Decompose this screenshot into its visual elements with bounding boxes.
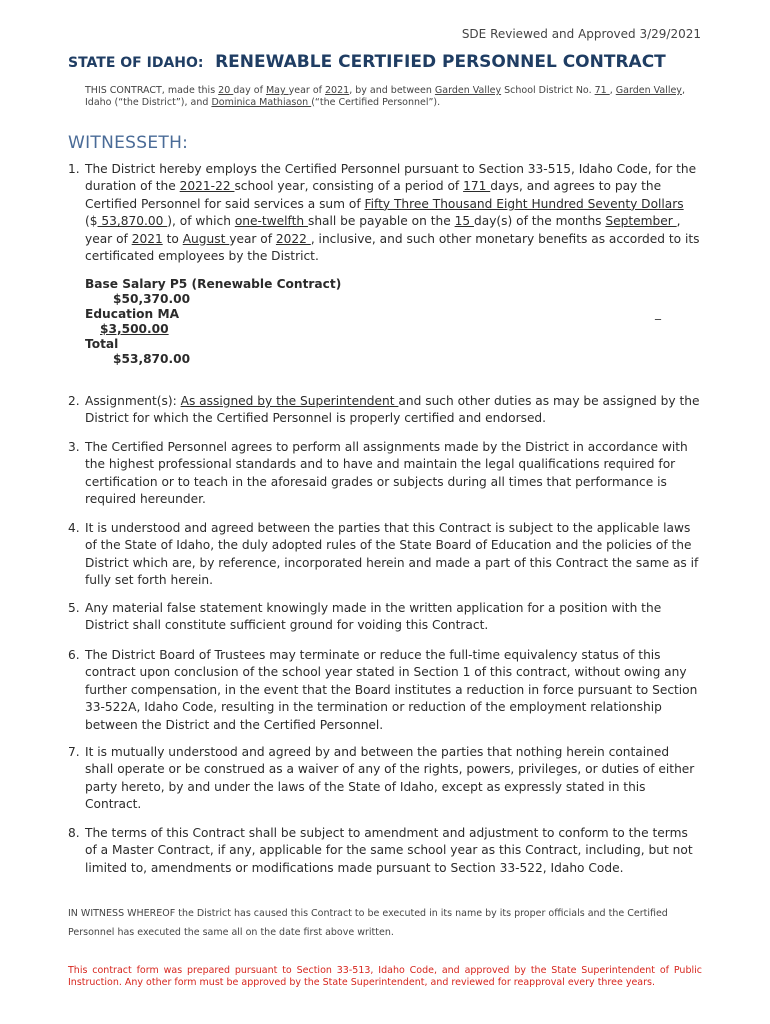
section-7 <box>68 744 700 814</box>
footer-notice: This contract form was prepared pursuant to Section 33-513, Idaho Code, and approved by the State Superintendent of Public Instruction. Any other form must be approved by the State Superintendent, and reviewed for reapproval every three years. <box>68 965 702 988</box>
section-2: 2. Assignment(s): As assigned by the Superintendent and such other duties as may be assigned by the District for which the Certified Personnel is properly certified and endorsed. <box>68 394 700 426</box>
section-text: It is mutually understood and agreed by and between the parties that nothing herein contained shall operate or be construed as a waiver of any of the rights, powers, privileges, or duties of either party hereto, by and under the laws of the State of Idaho, except as expressly stated in this Contract. <box>85 745 695 812</box>
section-text: It is understood and agreed between the parties that this Contract is subject to the applicable laws of the State of Idaho, the duly adopted rules of the State Board of Education and the policies of the District which are, by reference, incorporated herein and made a part of this Contract the same as if fully set forth herein. <box>85 521 699 588</box>
section-number: 1. <box>68 162 80 176</box>
section-number: 7. <box>68 745 80 759</box>
section-number: 5. <box>68 601 80 615</box>
intro-day-field: 20 <box>218 85 234 96</box>
state-label: STATE OF IDAHO: <box>68 55 204 71</box>
intro-person-field: Dominica Mathiason <box>211 97 312 108</box>
section-text: The Certified Personnel agrees to perform all assignments made by the District in accordance with the highest professional standards and to have and maintain the legal qualifications required for certification or to teach in the aforesaid grades or subjects during all times that performance is required hereunder. <box>85 440 688 507</box>
education-label: Education MA <box>85 307 180 321</box>
end-month-field: August <box>182 231 230 246</box>
payment-fraction-field: one-twelfth <box>234 214 308 229</box>
section-text: The District Board of Trustees may terminate or reduce the full-time equivalency status of this contract upon conclusion of the school year stated in Section 1 of this contract, without owing any further compensation, in the event that the Board institutes a reduction in force pursuant to Section 33-522A, Idaho Code, resulting in the termination or reduction of the employment relationship between the District and the Certified Personnel. <box>85 648 698 732</box>
section-1: 1. The District hereby employs the Certified Personnel pursuant to Section 33-515, Idaho Code, for the duration of the 2021-22 school year, consisting of a period of 171 days, and agrees to pay the Certified Personnel for said services a sum of Fifty Three Thousand Eight Hundred Seventy Dollars ($ 53,870.00 ), of which one-twelfth shall be payable on the 15 day(s) of the months September , year of 2021 to August year of 2022 , inclusive, and such other monetary benefits as accorded to its certificated employees by the District. <box>68 162 700 264</box>
contract-intro: THIS CONTRACT, made this 20 day of May year of 2021, by and between Garden Valley School District No. 71 , Garden Valley, Idaho (“the District”), and Dominica Mathiason (“the Certified Personnel”). <box>85 85 685 108</box>
days-field: 171 <box>463 179 491 194</box>
amount-field: 53,870.00 <box>97 214 168 229</box>
section-number: 3. <box>68 440 80 454</box>
intro-city-field: Garden Valley <box>615 85 682 96</box>
start-year-field: 2021 <box>131 231 163 246</box>
contract-title: RENEWABLE CERTIFIED PERSONNEL CONTRACT <box>215 52 666 72</box>
intro-district-field: Garden Valley <box>434 85 502 96</box>
reviewed-approved-note: SDE Reviewed and Approved 3/29/2021 <box>461 27 701 41</box>
start-month-field: September <box>605 214 677 229</box>
school-year-field: 2021-22 <box>179 179 235 194</box>
section-number: 8. <box>68 826 80 840</box>
section-4 <box>68 520 700 590</box>
section-number: 4. <box>68 521 80 535</box>
section-3 <box>68 439 700 509</box>
education-value: $3,500.00 <box>100 322 169 336</box>
intro-month-field: May <box>265 85 289 96</box>
witnesseth-heading: WITNESSETH: <box>68 133 189 153</box>
pay-day-field: 15 <box>454 214 474 229</box>
section-5 <box>68 600 700 635</box>
amount-words-field: Fifty Three Thousand Eight Hundred Seventy Dollars <box>364 196 684 211</box>
section-8 <box>68 825 700 877</box>
section-6 <box>68 647 700 734</box>
section-text: Any material false statement knowingly made in the written application for a position with the District shall constitute sufficient ground for voiding this Contract. <box>85 601 662 633</box>
intro-year-field: 2021 <box>325 85 350 96</box>
base-salary-value: $50,370.00 <box>113 292 191 306</box>
end-year-field: 2022 <box>275 231 311 246</box>
base-salary-label: Base Salary P5 (Renewable Contract) <box>85 277 342 291</box>
intro-district-number-field: 71 <box>594 85 610 96</box>
assignment-field: As assigned by the Superintendent <box>180 394 399 408</box>
total-label: Total <box>85 337 119 351</box>
section-number: 2. <box>68 394 80 408</box>
section-number: 6. <box>68 648 80 662</box>
section-text: The terms of this Contract shall be subject to amendment and adjustment to conform to the terms of a Master Contract, if any, applicable for the same school year as this Contract, including, but not limited to, amendments or modifications made pursuant to Section 33-522, Idaho Code. <box>85 826 693 875</box>
witness-whereof-clause: IN WITNESS WHEREOF the District has caused this Contract to be executed in its name by its proper officials and the Certified Personnel has executed the same all on the date first above written. <box>68 908 668 938</box>
total-value: $53,870.00 <box>113 352 191 366</box>
page-title <box>68 52 708 72</box>
education-blank-line: _ <box>655 306 661 320</box>
